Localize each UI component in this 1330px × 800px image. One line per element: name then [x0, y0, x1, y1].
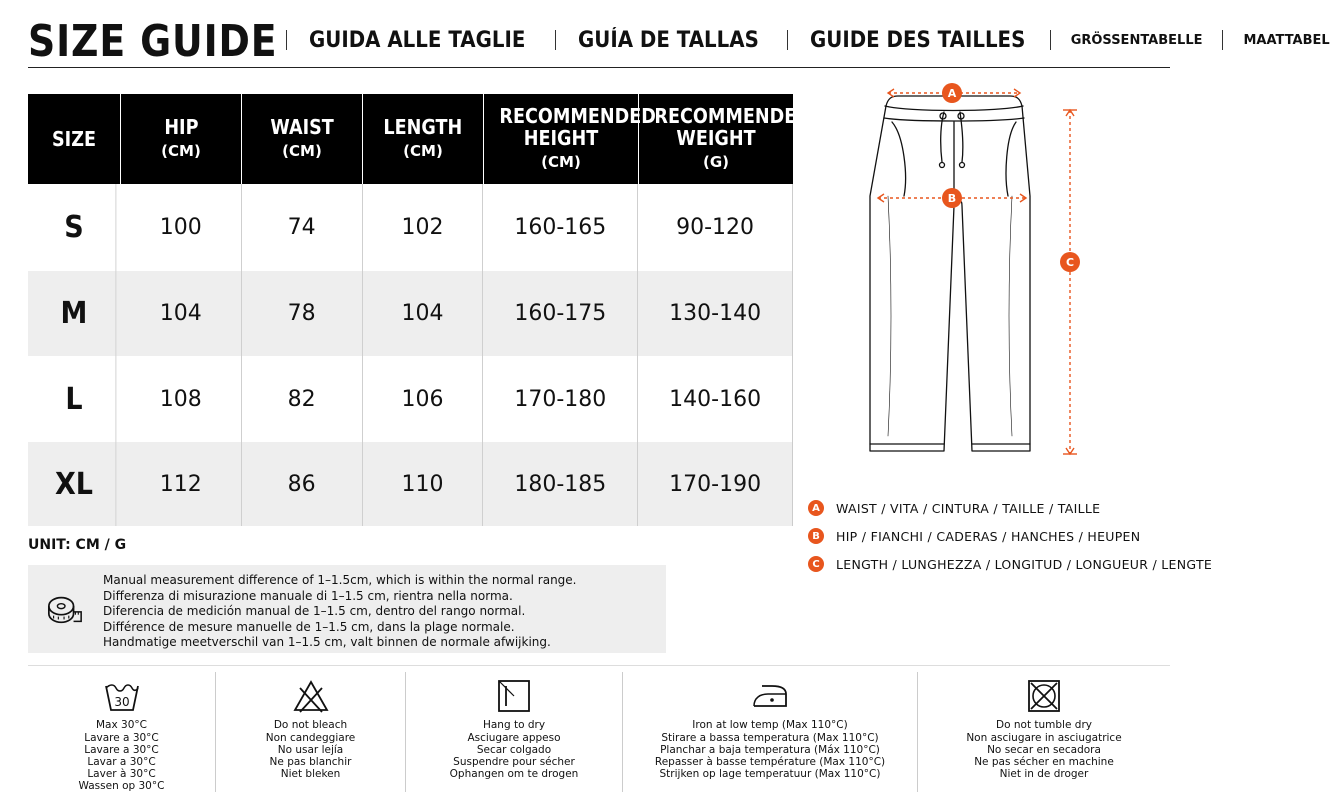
care-item-wash: 30 Max 30°C Lavare a 30°C Lavare a 30°C Lavar a 30°C Laver à 30°C Wassen op 30°C — [28, 672, 216, 792]
care-item-bleach: Do not bleach Non candeggiare No usar lejía Ne pas blanchir Niet bleken — [216, 672, 406, 792]
marker-c-label: C — [1065, 256, 1075, 269]
marker-b-label: B — [947, 192, 957, 205]
hang-dry-icon — [494, 676, 534, 716]
pants-outline-icon — [870, 96, 1030, 451]
title-french: GUIDE DES TAILLES — [810, 27, 1026, 53]
weight-cell: 170-190 — [669, 471, 762, 497]
title-german: GRÖSSENTABELLE — [1070, 32, 1203, 48]
wash-30-icon — [102, 676, 142, 716]
header-recommended-height: RECOMMENDED HEIGHT (CM) — [484, 94, 639, 184]
hip-cell: 104 — [121, 271, 242, 356]
measuring-tape-icon — [46, 590, 84, 628]
measurement-legend — [808, 494, 1212, 578]
header-size: SIZE — [28, 94, 121, 184]
size-cell: S — [33, 184, 117, 271]
note-line-english: Manual measurement difference of 1–1.5cm, which is within the normal range. — [103, 573, 577, 587]
hip-cell: 100 — [121, 184, 242, 271]
separator — [1050, 30, 1051, 50]
table-row — [28, 442, 793, 526]
length-cell: 110 — [363, 442, 484, 526]
waist-cell: 78 — [242, 271, 363, 356]
no-tumble-dry-icon — [1024, 676, 1064, 716]
legend-badge-b: B — [808, 528, 824, 544]
table-row — [28, 271, 793, 356]
length-cell: 104 — [363, 271, 484, 356]
length-cell: 102 — [363, 184, 484, 271]
note-text — [103, 573, 576, 651]
pants-diagram — [848, 76, 1108, 476]
height-cell: 160-175 — [483, 271, 638, 356]
separator — [555, 30, 556, 50]
divider — [28, 665, 1170, 666]
waist-cell: 82 — [242, 356, 363, 442]
legend-text-length: LENGTH / LUNGHEZZA / LONGITUD / LONGUEUR / LENGTE — [836, 556, 1213, 572]
title-italian: GUIDA ALLE TAGLIE — [309, 27, 526, 53]
measure-line-c — [1063, 110, 1077, 454]
title-spanish: GUÍA DE TALLAS — [578, 27, 760, 53]
header — [28, 14, 1330, 68]
legend-badge-a: A — [808, 500, 824, 516]
legend-text-hip: HIP / FIANCHI / CADERAS / HANCHES / HEUPEN — [836, 528, 1141, 544]
table-row — [28, 184, 793, 271]
size-cell: L — [33, 356, 117, 442]
care-item-dry: Hang to dry Asciugare appeso Secar colgado Suspendre pour sécher Ophangen om te drogen — [406, 672, 623, 792]
care-item-iron: Iron at low temp (Max 110°C) Stirare a bassa temperatura (Max 110°C) Planchar a baja temperatura (Máx 110°C) Repasser à basse température (Max 110°C) Strijken op lage temperatuur (Max 110°C) — [623, 672, 918, 792]
note-line-dutch: Handmatige meetverschil van 1–1.5 cm, valt binnen de normale afwijking. — [103, 635, 551, 649]
waist-cell: 74 — [242, 184, 363, 271]
table-header — [28, 94, 811, 184]
height-cell: 170-180 — [483, 356, 638, 442]
header-length: LENGTH (CM) — [363, 94, 484, 184]
legend-badge-c: C — [808, 556, 824, 572]
page-title: SIZE GUIDE — [28, 16, 278, 67]
legend-text-waist: WAIST / VITA / CINTURA / TAILLE / TAILLE — [836, 500, 1101, 516]
legend-item — [808, 550, 1212, 578]
legend-item — [808, 494, 1212, 522]
measurement-note — [28, 565, 666, 653]
marker-a-label: A — [947, 87, 957, 100]
separator — [286, 30, 287, 50]
iron-low-icon — [750, 676, 790, 716]
language-titles — [286, 26, 1330, 54]
length-cell: 106 — [363, 356, 484, 442]
table-row — [28, 356, 793, 442]
note-line-italian: Differenza di misurazione manuale di 1–1.5 cm, rientra nella norma. — [103, 588, 513, 603]
separator — [787, 30, 788, 50]
hip-cell: 112 — [121, 442, 242, 526]
header-waist: WAIST (CM) — [242, 94, 363, 184]
size-cell: XL — [33, 442, 117, 526]
size-cell: M — [33, 271, 117, 356]
unit-label: UNIT: CM / G — [28, 537, 127, 553]
header-hip: HIP (CM) — [121, 94, 242, 184]
header-recommended-weight: RECOMMENDED WEIGHT (G) — [654, 104, 811, 171]
no-bleach-icon — [291, 676, 331, 716]
weight-cell: 140-160 — [669, 386, 762, 412]
care-item-tumble: Do not tumble dry Non asciugare in asciugatrice No secar en secadora Ne pas sécher en machine Niet in de droger — [918, 672, 1170, 792]
height-cell: 160-165 — [483, 184, 638, 271]
care-instructions — [28, 672, 1170, 796]
note-line-french: Différence de mesure manuelle de 1–1.5 cm, dans la plage normale. — [103, 619, 515, 634]
weight-cell: 130-140 — [669, 301, 762, 326]
height-cell: 180-185 — [483, 442, 638, 526]
note-line-spanish: Diferencia de medición manual de 1–1.5 cm, dentro del rango normal. — [103, 604, 526, 618]
size-table — [28, 94, 811, 526]
hip-cell: 108 — [121, 356, 242, 442]
separator — [1222, 30, 1223, 50]
weight-cell: 90-120 — [676, 215, 755, 240]
legend-item — [808, 522, 1212, 550]
waist-cell: 86 — [242, 442, 363, 526]
wash-temp-label: 30 — [113, 695, 130, 709]
title-dutch: MAATTABEL — [1243, 32, 1330, 48]
